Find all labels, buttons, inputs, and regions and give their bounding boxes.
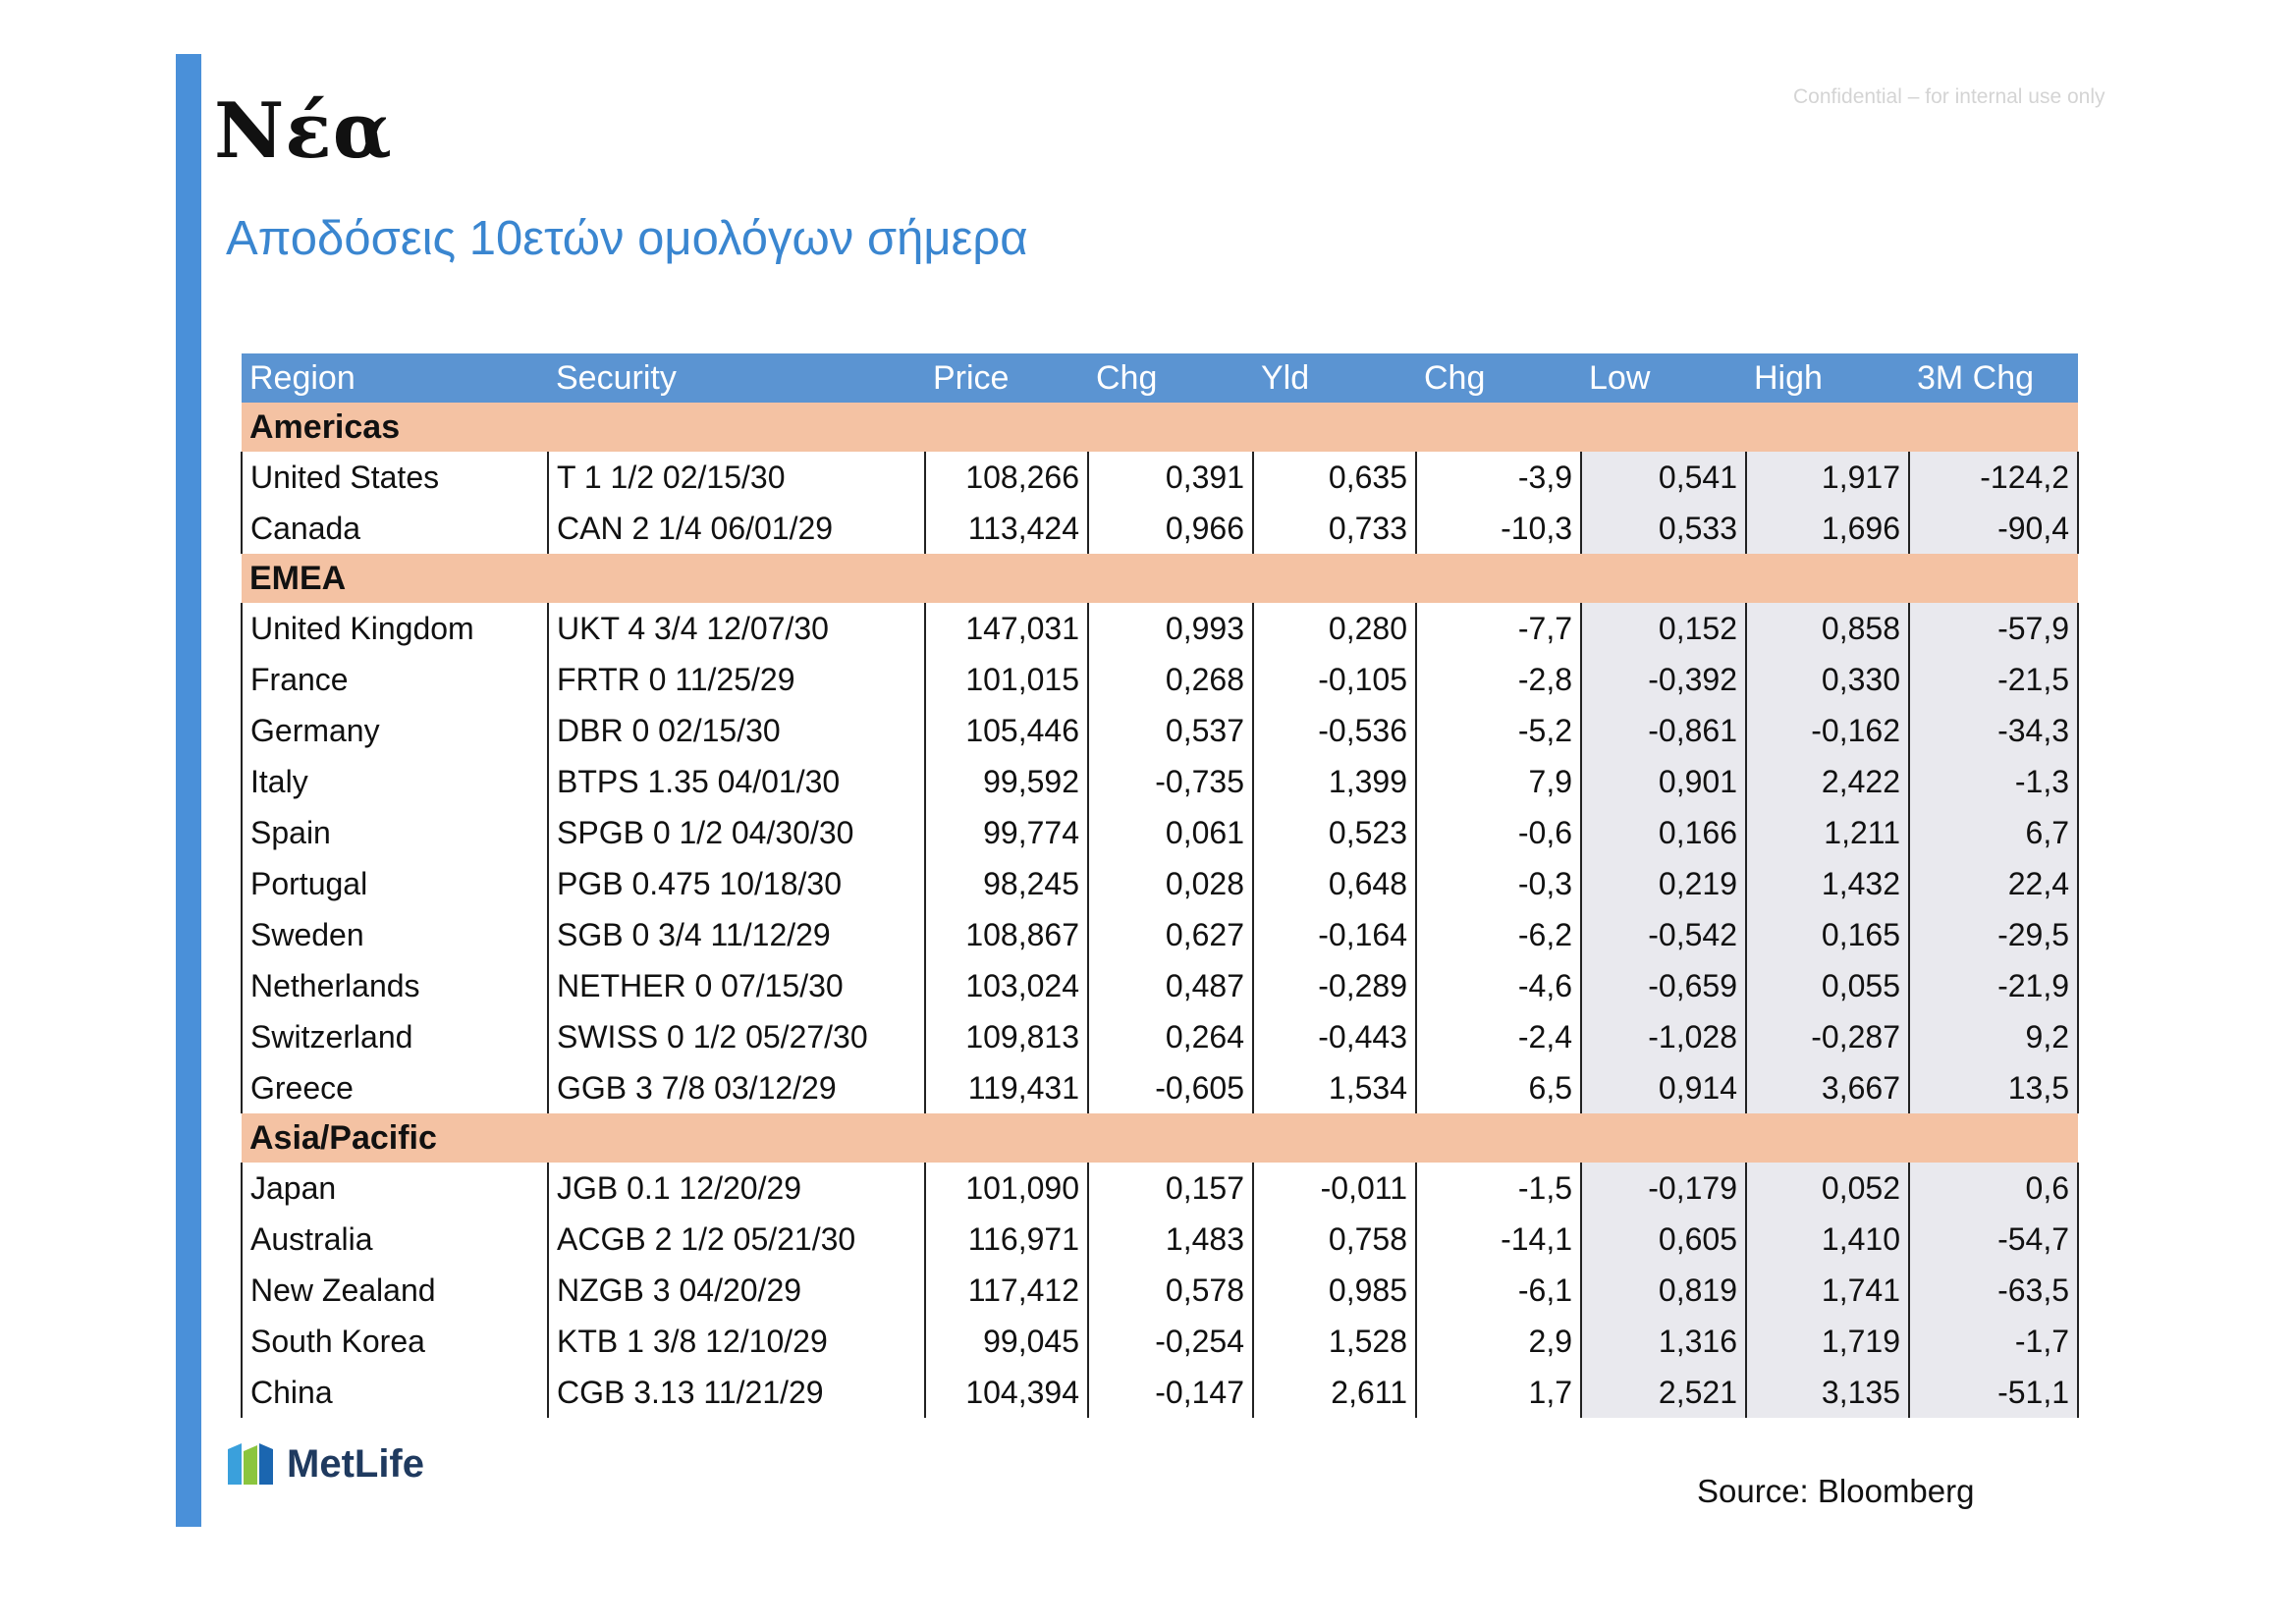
low-cell: -0,179 [1581, 1163, 1746, 1214]
price-cell: 98,245 [925, 858, 1088, 909]
security-cell: PGB 0.475 10/18/30 [548, 858, 925, 909]
table-row [242, 960, 2078, 1011]
table-row [242, 452, 2078, 503]
security-cell: CGB 3.13 11/21/29 [548, 1367, 925, 1418]
price-cell: 105,446 [925, 705, 1088, 756]
yield-chg-cell: -2,4 [1416, 1011, 1581, 1062]
yield-cell: 0,523 [1253, 807, 1416, 858]
three-month-chg-cell: -90,4 [1909, 503, 2078, 554]
column-header: 3M Chg [1909, 353, 2078, 403]
price-chg-cell: -0,605 [1088, 1062, 1253, 1113]
low-cell: -0,861 [1581, 705, 1746, 756]
yield-chg-cell: -6,2 [1416, 909, 1581, 960]
region-cell: Italy [242, 756, 548, 807]
security-cell: CAN 2 1/4 06/01/29 [548, 503, 925, 554]
table-row [242, 603, 2078, 654]
metlife-logo-icon [228, 1441, 273, 1487]
security-cell: UKT 4 3/4 12/07/30 [548, 603, 925, 654]
yield-chg-cell: -0,3 [1416, 858, 1581, 909]
yield-cell: -0,289 [1253, 960, 1416, 1011]
three-month-chg-cell: -21,5 [1909, 654, 2078, 705]
price-chg-cell: 0,028 [1088, 858, 1253, 909]
region-group-label: EMEA [242, 554, 2078, 603]
three-month-chg-cell: -34,3 [1909, 705, 2078, 756]
yield-chg-cell: -10,3 [1416, 503, 1581, 554]
yield-chg-cell: -14,1 [1416, 1214, 1581, 1265]
price-chg-cell: 0,391 [1088, 452, 1253, 503]
region-cell: Canada [242, 503, 548, 554]
table-row [242, 1367, 2078, 1418]
high-cell: 3,667 [1746, 1062, 1909, 1113]
high-cell: 1,211 [1746, 807, 1909, 858]
low-cell: 0,219 [1581, 858, 1746, 909]
yield-cell: -0,443 [1253, 1011, 1416, 1062]
low-cell: -0,392 [1581, 654, 1746, 705]
table-row [242, 1163, 2078, 1214]
yield-chg-cell: -0,6 [1416, 807, 1581, 858]
yield-cell: -0,011 [1253, 1163, 1416, 1214]
security-cell: SWISS 0 1/2 05/27/30 [548, 1011, 925, 1062]
security-cell: SGB 0 3/4 11/12/29 [548, 909, 925, 960]
price-chg-cell: 0,537 [1088, 705, 1253, 756]
security-cell: JGB 0.1 12/20/29 [548, 1163, 925, 1214]
column-header: High [1746, 353, 1909, 403]
yield-cell: 0,733 [1253, 503, 1416, 554]
table-row [242, 807, 2078, 858]
yield-cell: 2,611 [1253, 1367, 1416, 1418]
yield-chg-cell: -6,1 [1416, 1265, 1581, 1316]
column-header: Chg [1416, 353, 1581, 403]
three-month-chg-cell: -124,2 [1909, 452, 2078, 503]
table-row [242, 858, 2078, 909]
price-chg-cell: 0,157 [1088, 1163, 1253, 1214]
table-row [242, 705, 2078, 756]
yield-chg-cell: 1,7 [1416, 1367, 1581, 1418]
yield-cell: 0,635 [1253, 452, 1416, 503]
price-cell: 119,431 [925, 1062, 1088, 1113]
yield-cell: -0,536 [1253, 705, 1416, 756]
bond-yields-table [241, 353, 2079, 1418]
region-cell: United States [242, 452, 548, 503]
three-month-chg-cell: 0,6 [1909, 1163, 2078, 1214]
region-cell: Germany [242, 705, 548, 756]
yield-cell: 0,648 [1253, 858, 1416, 909]
yield-chg-cell: 2,9 [1416, 1316, 1581, 1367]
security-cell: T 1 1/2 02/15/30 [548, 452, 925, 503]
table-row [242, 1011, 2078, 1062]
low-cell: 2,521 [1581, 1367, 1746, 1418]
yield-chg-cell: -1,5 [1416, 1163, 1581, 1214]
table-row [242, 503, 2078, 554]
price-chg-cell: 1,483 [1088, 1214, 1253, 1265]
table-row [242, 1214, 2078, 1265]
yield-chg-cell: -5,2 [1416, 705, 1581, 756]
low-cell: 0,819 [1581, 1265, 1746, 1316]
metlife-logo-text: MetLife [287, 1441, 424, 1486]
table-body [242, 403, 2078, 1418]
price-cell: 116,971 [925, 1214, 1088, 1265]
price-cell: 108,867 [925, 909, 1088, 960]
price-chg-cell: 0,268 [1088, 654, 1253, 705]
region-group-row [242, 1113, 2078, 1163]
price-cell: 147,031 [925, 603, 1088, 654]
table-row [242, 1062, 2078, 1113]
region-cell: Switzerland [242, 1011, 548, 1062]
low-cell: 0,166 [1581, 807, 1746, 858]
high-cell: 0,165 [1746, 909, 1909, 960]
yield-cell: -0,164 [1253, 909, 1416, 960]
low-cell: 1,316 [1581, 1316, 1746, 1367]
column-header: Price [925, 353, 1088, 403]
page-title: Νέα [214, 86, 393, 176]
price-chg-cell: 0,578 [1088, 1265, 1253, 1316]
high-cell: 1,719 [1746, 1316, 1909, 1367]
confidential-note: Confidential – for internal use only [1793, 85, 2105, 108]
low-cell: -0,659 [1581, 960, 1746, 1011]
low-cell: -1,028 [1581, 1011, 1746, 1062]
region-group-label: Americas [242, 403, 2078, 452]
high-cell: 1,917 [1746, 452, 1909, 503]
security-cell: ACGB 2 1/2 05/21/30 [548, 1214, 925, 1265]
three-month-chg-cell: -54,7 [1909, 1214, 2078, 1265]
three-month-chg-cell: 9,2 [1909, 1011, 2078, 1062]
yield-chg-cell: -7,7 [1416, 603, 1581, 654]
low-cell: 0,914 [1581, 1062, 1746, 1113]
three-month-chg-cell: -1,7 [1909, 1316, 2078, 1367]
security-cell: GGB 3 7/8 03/12/29 [548, 1062, 925, 1113]
price-cell: 101,090 [925, 1163, 1088, 1214]
low-cell: -0,542 [1581, 909, 1746, 960]
price-chg-cell: 0,487 [1088, 960, 1253, 1011]
price-cell: 99,774 [925, 807, 1088, 858]
high-cell: 1,741 [1746, 1265, 1909, 1316]
high-cell: 0,330 [1746, 654, 1909, 705]
price-cell: 108,266 [925, 452, 1088, 503]
price-chg-cell: -0,254 [1088, 1316, 1253, 1367]
yield-cell: 1,399 [1253, 756, 1416, 807]
three-month-chg-cell: 13,5 [1909, 1062, 2078, 1113]
price-cell: 101,015 [925, 654, 1088, 705]
table-row [242, 1316, 2078, 1367]
low-cell: 0,541 [1581, 452, 1746, 503]
yield-cell: 1,534 [1253, 1062, 1416, 1113]
table-row [242, 909, 2078, 960]
column-header: Chg [1088, 353, 1253, 403]
security-cell: BTPS 1.35 04/01/30 [548, 756, 925, 807]
region-cell: New Zealand [242, 1265, 548, 1316]
table-header-row [242, 353, 2078, 403]
source-note: Source: Bloomberg [1697, 1473, 1975, 1509]
three-month-chg-cell: -1,3 [1909, 756, 2078, 807]
region-cell: Spain [242, 807, 548, 858]
region-group-row [242, 554, 2078, 603]
security-cell: FRTR 0 11/25/29 [548, 654, 925, 705]
price-cell: 109,813 [925, 1011, 1088, 1062]
page-subtitle: Αποδόσεις 10ετών ομολόγων σήμερα [226, 212, 1028, 265]
three-month-chg-cell: -21,9 [1909, 960, 2078, 1011]
bond-yields-table-container [241, 353, 2077, 1418]
price-cell: 104,394 [925, 1367, 1088, 1418]
high-cell: 0,052 [1746, 1163, 1909, 1214]
low-cell: 0,605 [1581, 1214, 1746, 1265]
region-cell: Sweden [242, 909, 548, 960]
high-cell: -0,287 [1746, 1011, 1909, 1062]
low-cell: 0,152 [1581, 603, 1746, 654]
yield-cell: 0,985 [1253, 1265, 1416, 1316]
security-cell: DBR 0 02/15/30 [548, 705, 925, 756]
yield-chg-cell: -2,8 [1416, 654, 1581, 705]
region-cell: France [242, 654, 548, 705]
table-row [242, 756, 2078, 807]
column-header: Security [548, 353, 925, 403]
high-cell: 1,410 [1746, 1214, 1909, 1265]
region-cell: Netherlands [242, 960, 548, 1011]
three-month-chg-cell: -51,1 [1909, 1367, 2078, 1418]
region-cell: South Korea [242, 1316, 548, 1367]
region-cell: Portugal [242, 858, 548, 909]
three-month-chg-cell: 22,4 [1909, 858, 2078, 909]
region-group-label: Asia/Pacific [242, 1113, 2078, 1163]
metlife-logo [228, 1441, 424, 1487]
high-cell: 1,696 [1746, 503, 1909, 554]
price-chg-cell: 0,993 [1088, 603, 1253, 654]
region-cell: Japan [242, 1163, 548, 1214]
region-cell: China [242, 1367, 548, 1418]
region-group-row [242, 403, 2078, 452]
price-cell: 99,592 [925, 756, 1088, 807]
three-month-chg-cell: -63,5 [1909, 1265, 2078, 1316]
region-cell: Australia [242, 1214, 548, 1265]
region-cell: Greece [242, 1062, 548, 1113]
yield-chg-cell: -3,9 [1416, 452, 1581, 503]
price-chg-cell: -0,735 [1088, 756, 1253, 807]
region-cell: United Kingdom [242, 603, 548, 654]
yield-chg-cell: -4,6 [1416, 960, 1581, 1011]
yield-cell: 0,280 [1253, 603, 1416, 654]
yield-chg-cell: 7,9 [1416, 756, 1581, 807]
column-header: Region [242, 353, 548, 403]
price-chg-cell: -0,147 [1088, 1367, 1253, 1418]
high-cell: 1,432 [1746, 858, 1909, 909]
low-cell: 0,533 [1581, 503, 1746, 554]
table-row [242, 654, 2078, 705]
column-header: Low [1581, 353, 1746, 403]
high-cell: 0,055 [1746, 960, 1909, 1011]
security-cell: NZGB 3 04/20/29 [548, 1265, 925, 1316]
three-month-chg-cell: -29,5 [1909, 909, 2078, 960]
high-cell: -0,162 [1746, 705, 1909, 756]
column-header: Yld [1253, 353, 1416, 403]
left-accent-bar [176, 54, 201, 1527]
price-chg-cell: 0,627 [1088, 909, 1253, 960]
price-cell: 117,412 [925, 1265, 1088, 1316]
price-chg-cell: 0,264 [1088, 1011, 1253, 1062]
price-cell: 103,024 [925, 960, 1088, 1011]
three-month-chg-cell: 6,7 [1909, 807, 2078, 858]
low-cell: 0,901 [1581, 756, 1746, 807]
yield-chg-cell: 6,5 [1416, 1062, 1581, 1113]
security-cell: NETHER 0 07/15/30 [548, 960, 925, 1011]
high-cell: 2,422 [1746, 756, 1909, 807]
three-month-chg-cell: -57,9 [1909, 603, 2078, 654]
yield-cell: 1,528 [1253, 1316, 1416, 1367]
yield-cell: -0,105 [1253, 654, 1416, 705]
high-cell: 0,858 [1746, 603, 1909, 654]
price-cell: 113,424 [925, 503, 1088, 554]
price-chg-cell: 0,966 [1088, 503, 1253, 554]
table-row [242, 1265, 2078, 1316]
price-chg-cell: 0,061 [1088, 807, 1253, 858]
yield-cell: 0,758 [1253, 1214, 1416, 1265]
security-cell: SPGB 0 1/2 04/30/30 [548, 807, 925, 858]
price-cell: 99,045 [925, 1316, 1088, 1367]
security-cell: KTB 1 3/8 12/10/29 [548, 1316, 925, 1367]
high-cell: 3,135 [1746, 1367, 1909, 1418]
